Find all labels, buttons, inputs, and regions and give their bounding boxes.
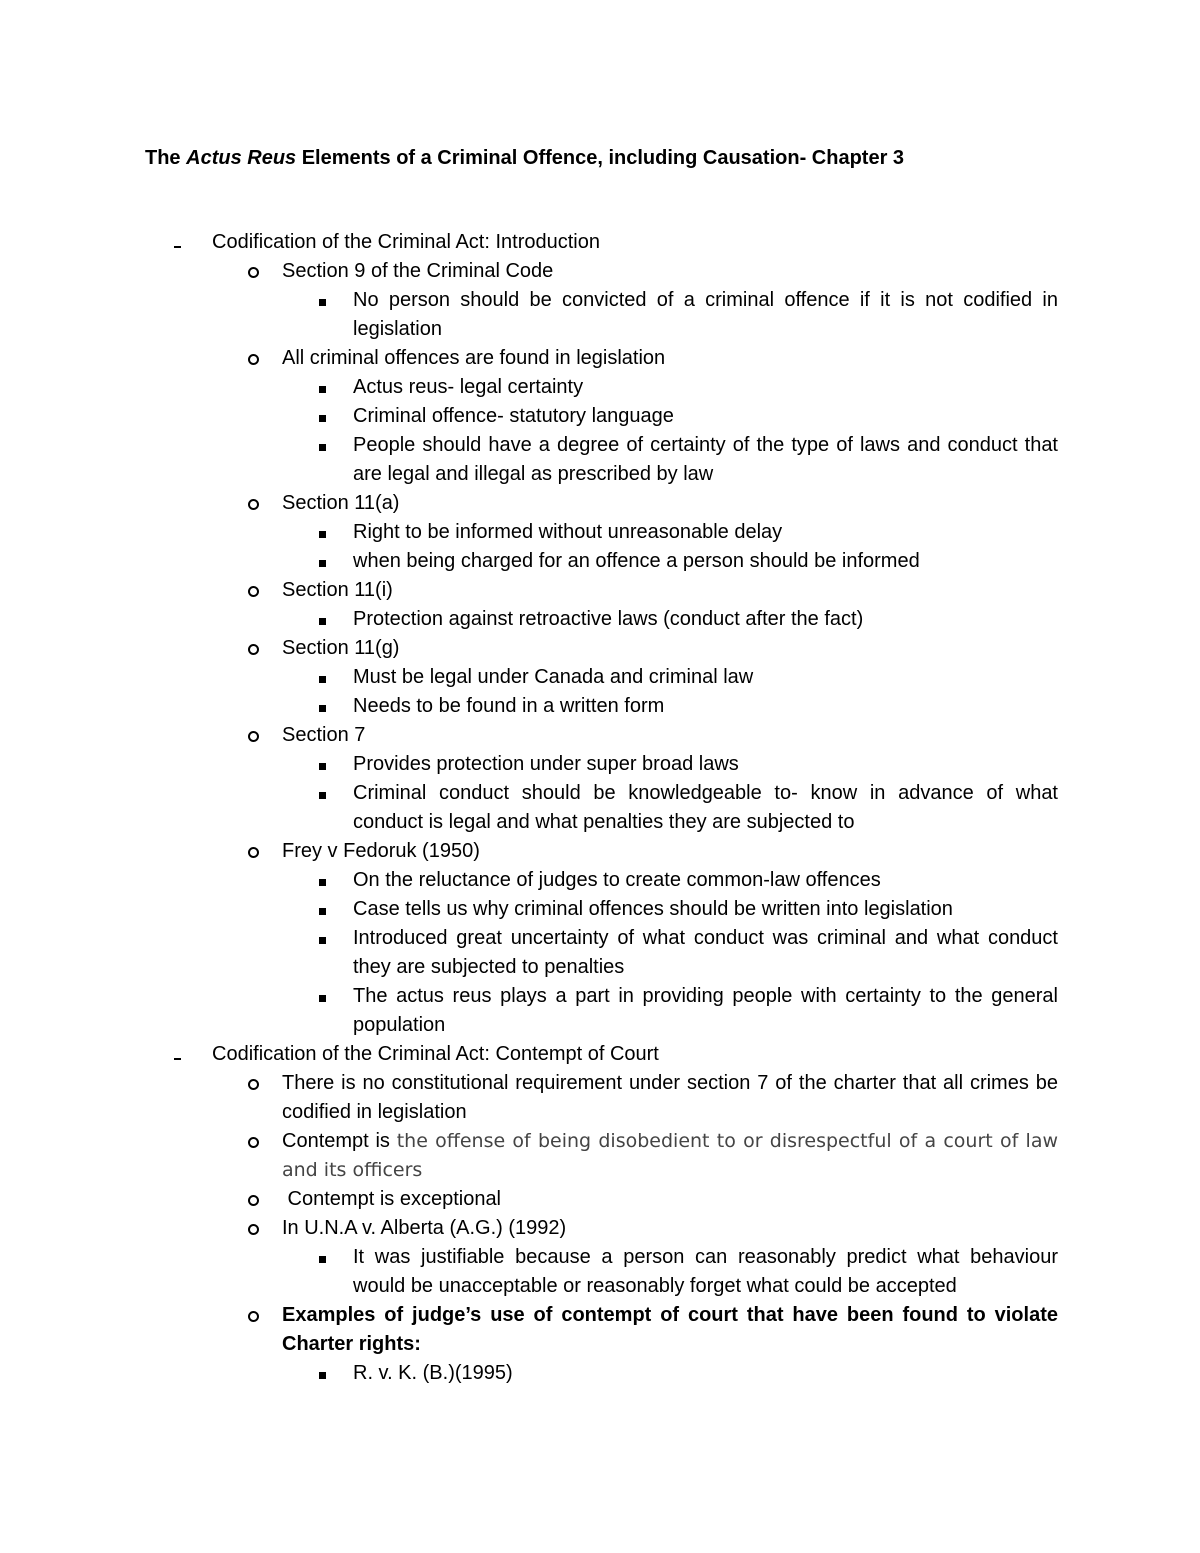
ring-bullet [248, 721, 262, 751]
list-item: Actus reus- legal certainty [353, 373, 1058, 402]
square-bullet [319, 866, 333, 895]
dash-bullet [174, 1040, 181, 1069]
square-bullet [319, 1359, 333, 1388]
list-item: Must be legal under Canada and criminal law [353, 663, 1058, 692]
list-item: Section 11(i) [282, 576, 1058, 605]
list-item: No person should be convicted of a criminal offence if it is not codified in legislation [353, 286, 1058, 344]
outline-heading-introduction: Codification of the Criminal Act: Introduction [212, 228, 1058, 257]
ring-bullet [248, 634, 262, 664]
ring-bullet [248, 257, 262, 287]
square-bullet [319, 1243, 333, 1272]
list-item: Protection against retroactive laws (conduct after the fact) [353, 605, 1058, 634]
ring-bullet [248, 1214, 262, 1244]
square-bullet [319, 692, 333, 721]
ring-bullet [248, 837, 262, 867]
ring-bullet [248, 344, 262, 374]
list-item: Contempt is exceptional [282, 1185, 1058, 1214]
square-bullet [319, 982, 333, 1011]
title-suffix: Elements of a Criminal Offence, including Causation- Chapter 3 [296, 147, 905, 169]
square-bullet [319, 547, 333, 576]
square-bullet [319, 750, 333, 779]
document-title [145, 145, 904, 171]
list-item [282, 1127, 1058, 1185]
list-item: Section 11(g) [282, 634, 1058, 663]
list-item: Section 9 of the Criminal Code [282, 257, 1058, 286]
list-item: Section 7 [282, 721, 1058, 750]
list-item: There is no constitutional requirement under section 7 of the charter that all crimes be codified in legislation [282, 1069, 1058, 1127]
square-bullet [319, 779, 333, 808]
ring-bullet [248, 1301, 262, 1331]
square-bullet [319, 663, 333, 692]
list-item: Examples of judge’s use of contempt of court that have been found to violate Charter rights: [282, 1301, 1058, 1359]
list-item: The actus reus plays a part in providing people with certainty to the general population [353, 982, 1058, 1040]
list-item: when being charged for an offence a person should be informed [353, 547, 1058, 576]
list-item: Needs to be found in a written form [353, 692, 1058, 721]
notes-outline [0, 228, 1200, 1388]
ring-bullet [248, 1185, 262, 1215]
square-bullet [319, 605, 333, 634]
square-bullet [319, 373, 333, 402]
list-item: Introduced great uncertainty of what conduct was criminal and what conduct they are subjected to penalties [353, 924, 1058, 982]
list-item: Criminal conduct should be knowledgeable to- know in advance of what conduct is legal and what penalties they are subjected to [353, 779, 1058, 837]
list-item: It was justifiable because a person can reasonably predict what behaviour would be unacceptable or reasonably forget what could be accepted [353, 1243, 1058, 1301]
title-italic: Actus Reus [186, 147, 297, 169]
list-item: Provides protection under super broad laws [353, 750, 1058, 779]
dash-bullet [174, 228, 181, 257]
square-bullet [319, 924, 333, 953]
list-item: R. v. K. (B.)(1995) [353, 1359, 1058, 1388]
square-bullet [319, 431, 333, 460]
square-bullet [319, 402, 333, 431]
ring-bullet [248, 1069, 262, 1099]
square-bullet [319, 518, 333, 547]
ring-bullet [248, 1127, 262, 1157]
list-item: People should have a degree of certainty of the type of laws and conduct that are legal and illegal as prescribed by law [353, 431, 1058, 489]
ring-bullet [248, 576, 262, 606]
list-item: In U.N.A v. Alberta (A.G.) (1992) [282, 1214, 1058, 1243]
outline-heading-contempt: Codification of the Criminal Act: Contempt of Court [212, 1040, 1058, 1069]
list-item: Case tells us why criminal offences should be written into legislation [353, 895, 1058, 924]
list-item: All criminal offences are found in legislation [282, 344, 1058, 373]
contempt-definition: the offense of being disobedient to or disrespectful of a court of law and its officers [282, 1130, 1059, 1181]
ring-bullet [248, 489, 262, 519]
square-bullet [319, 895, 333, 924]
list-item: Section 11(a) [282, 489, 1058, 518]
list-item: On the reluctance of judges to create common-law offences [353, 866, 1058, 895]
list-item: Frey v Fedoruk (1950) [282, 837, 1058, 866]
contempt-term: Contempt is [282, 1130, 397, 1152]
square-bullet [319, 286, 333, 315]
list-item: Criminal offence- statutory language [353, 402, 1058, 431]
list-item: Right to be informed without unreasonable delay [353, 518, 1058, 547]
title-prefix: The [145, 147, 187, 169]
